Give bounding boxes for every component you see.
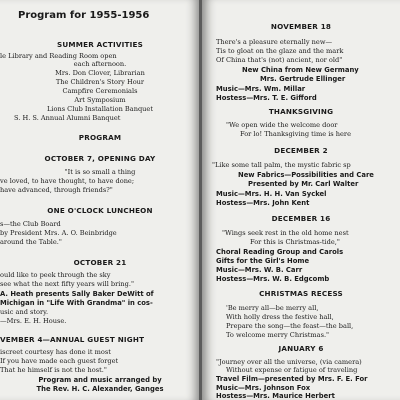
nov18-bold: New China from New Germany [242, 66, 359, 74]
recess-quote: Prepare the song—the feast—the ball, [226, 322, 354, 330]
dec16-quote: "Wings seek rest in the old home nest [222, 229, 349, 237]
luncheon-line: s—the Club Board [0, 220, 61, 228]
oct21-quote: see what the next fifty years will bring." [0, 280, 135, 288]
dec2-quote: "Like some tall palm, the mystic fabric sp [212, 161, 351, 169]
right-page [202, 0, 400, 400]
jan6-quote: Without expense or fatigue of traveling [226, 366, 358, 374]
dec16-line: Music—Mrs. W. B. Carr [216, 266, 303, 274]
summer-heading: SUMMER ACTIVITIES [57, 40, 143, 49]
luncheon-heading: ONE O'CLOCK LUNCHEON [47, 206, 153, 215]
summer-line: Lions Club Installation Banquet [47, 105, 153, 113]
recess-quote: To welcome merry Christmas." [226, 331, 330, 339]
nov4-bold: The Rev. H. C. Alexander, Ganges [36, 385, 164, 393]
nov18-quote: Of China that's (not) ancient, nor old" [216, 56, 343, 64]
jan6-line: Hostess—Mrs. Maurice Herbert [216, 392, 335, 400]
dec16-line: Gifts for the Girl's Home [216, 257, 310, 265]
dec16-line: Choral Reading Group and Carols [216, 248, 344, 256]
jan6-heading: JANUARY 6 [278, 344, 324, 353]
dec2-line: Music—Mrs. H. H. Van Syckel [216, 190, 327, 198]
oct7-heading: OCTOBER 7, OPENING DAY [44, 154, 156, 163]
oct7-quote: "It is so small a thing [64, 168, 136, 176]
nov4-quote: iscreet courtesy has done it most [0, 348, 111, 356]
summer-line: le Library and Reading Room open [0, 52, 117, 60]
recess-quote: With holly dress the festive hall, [226, 313, 334, 321]
dec16-heading: DECEMBER 16 [271, 214, 331, 223]
jan6-line: Music—Mrs. Johnson Fox [216, 384, 311, 392]
oct7-quote: have advanced, through friends?" [0, 186, 113, 194]
jan6-bold: Travel Film—presented by Mrs. F. E. For [216, 375, 368, 383]
summer-line: Campfire Ceremonials [62, 87, 138, 95]
thanks-quote: For lo! Thanksgiving time is here [240, 130, 351, 138]
nov18-line: Hostess—Mrs. T. E. Gifford [216, 94, 317, 102]
dec16-quote: For this is Christmas-tide," [250, 238, 340, 246]
dec2-bold: New Fabrics—Possibilities and Care [238, 171, 374, 179]
jan6-quote: "Journey over all the universe, (via camera) [216, 358, 362, 366]
nov4-heading: VEMBER 4—ANNUAL GUEST NIGHT [0, 335, 145, 344]
nov18-bold: Mrs. Gertrude Ellinger [260, 75, 346, 83]
oct21-line: —Mrs. E. H. House. [0, 317, 67, 325]
nov4-quote: If you have made each guest forget [0, 357, 119, 365]
oct21-quote: ould like to peek through the sky [0, 271, 111, 279]
nov18-heading: NOVEMBER 18 [270, 22, 332, 31]
oct7-quote: ve loved, to have thought, to have done; [0, 177, 135, 185]
program-heading: PROGRAM [78, 133, 122, 142]
summer-line: each afternoon. [73, 60, 127, 68]
nov4-quote: That he himself is not the host." [0, 366, 107, 374]
nov4-bold: Program and music arranged by [38, 376, 162, 384]
dec2-line: Hostess—Mrs. John Kent [216, 199, 310, 207]
recess-heading: CHRISTMAS RECESS [259, 289, 343, 298]
oct21-line: usic and story. [0, 308, 49, 316]
oct21-bold: A. Heath presents Sally Baker DeWitt of [0, 290, 154, 298]
recess-quote: 'Be merry all—be merry all, [226, 304, 319, 312]
nov18-quote: There's a pleasure eternally new— [216, 38, 333, 46]
dec16-line: Hostess—Mrs. W. B. Edgcomb [216, 275, 330, 283]
thanks-heading: THANKSGIVING [268, 107, 334, 116]
summer-line: Art Symposium [74, 96, 126, 104]
nov18-quote: Tis to gloat on the glaze and the mark [216, 47, 344, 55]
summer-line: The Children's Story Hour [55, 78, 145, 86]
oct21-bold: Michigan in "Life With Grandma" in cos- [0, 299, 153, 307]
summer-line: Mrs. Don Clover, Librarian [55, 69, 145, 77]
dec2-bold: Presented by Mr. Carl Walter [248, 180, 359, 188]
oct21-heading: OCTOBER 21 [73, 258, 127, 267]
program-title: Program for 1955-1956 [18, 10, 150, 21]
thanks-quote: "We open wide the welcome door [226, 121, 338, 129]
luncheon-line: by President Mrs. A. O. Beinbridge [0, 229, 117, 237]
luncheon-line: around the Table." [0, 238, 62, 246]
dec2-heading: DECEMBER 2 [274, 146, 328, 155]
summer-line: S. H. S. Annual Alumni Banquet [14, 114, 121, 122]
nov18-line: Music—Mrs. Wm. Millar [216, 85, 306, 93]
